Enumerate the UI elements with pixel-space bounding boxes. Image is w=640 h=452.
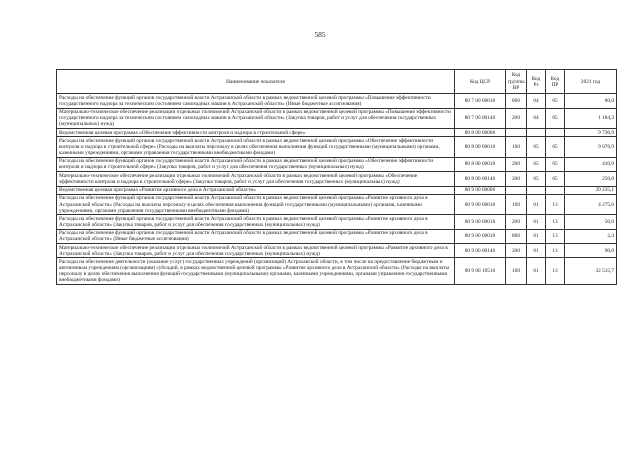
row-rz: 01 [527,215,546,229]
row-amount: 90,0 [565,244,617,258]
table-row [57,137,617,157]
row-csr: 80 9 00 00010 [455,229,506,243]
row-rz: 01 [527,194,546,214]
header-vr: Код группы ВР [506,70,527,94]
row-csr: 80 9 00 00000 [455,186,506,194]
row-vr: 200 [506,108,527,128]
row-csr: 80 9 00 00010 [455,215,506,229]
row-name: Ведомственная целевая программа «Развитие архивного дела в Астраханской области» [57,186,455,194]
row-amount: 410,0 [565,157,617,171]
row-csr: 80 8 00 00140 [455,172,506,186]
header-pr: Код ПР [546,70,565,94]
row-vr: 200 [506,244,527,258]
row-csr: 80 9 00 00140 [455,244,506,258]
row-csr: 80 7 00 00140 [455,108,506,128]
row-rz: 01 [527,229,546,243]
row-rz: 01 [527,244,546,258]
table-row [57,229,617,243]
row-pr: 05 [546,94,565,108]
row-name: Материально-техническое обеспечение реализации отдельных полномочий Астраханской области в рамках ведомственной целевой программы «Повышение эффективности государственного надзора за техническим состоянием самоходных машин в Астраханской области» (Закупка товаров, работ и услуг для обеспечения государственных (муниципальных) нужд) [57,108,455,128]
table-header-row [57,70,617,94]
row-pr: 05 [546,157,565,171]
table-row [57,129,617,137]
row-amount: 4 275,0 [565,194,617,214]
table-row [57,194,617,214]
row-csr: 80 8 00 00010 [455,137,506,157]
row-csr: 80 7 00 00010 [455,94,506,108]
row-vr [506,129,527,137]
row-csr: 80 9 00 10510 [455,258,506,285]
row-pr: 13 [546,215,565,229]
table-row [57,94,617,108]
page-number: 585 [314,30,326,39]
row-rz: 04 [527,108,546,128]
header-rz: Код Рз [527,70,546,94]
row-name: Расходы на обеспечение деятельности (оказание услуг) государственных учреждений (организаций) Астраханской области, в том числе на предоставление бюджетным и автономным учреждениям (организациям) субсидий, в рамках ведомственной целевой программы «Развитие архивного дела в Астраханской области» (Расходы на выплаты персоналу в целях обеспечения выполнения функций государственными (муниципальными) органами, казенными учреждениями, органами управления государственными внебюджетными фондами) [57,258,455,285]
row-pr: 05 [546,108,565,128]
header-csr: Код ЦСР [455,70,506,94]
row-name: Расходы на обеспечение функций органов государственной власти Астраханской области в рамках ведомственной целевой программы «Развитие архивного дела в Астраханской области» (Иные бюджетные ассигнования) [57,229,455,243]
header-year: 2021 год [565,70,617,94]
table-row [57,258,617,285]
row-pr [546,186,565,194]
row-csr: 80 9 00 00010 [455,194,506,214]
row-rz [527,129,546,137]
row-pr [546,129,565,137]
row-vr: 100 [506,194,527,214]
row-csr: 80 8 00 00010 [455,157,506,171]
table-row [57,215,617,229]
budget-table [56,69,617,285]
row-vr: 800 [506,229,527,243]
row-amount: 9 076,9 [565,137,617,157]
row-vr: 100 [506,137,527,157]
row-name: Расходы на обеспечение функций органов государственной власти Астраханской области в рамках ведомственной целевой программы «Обеспечение эффективности контроля и надзора в строительной сфере» (Закупка товаров, работ и услуг для обеспечения государственных (муниципальных) нужд) [57,157,455,171]
table-row [57,172,617,186]
row-name: Материально-техническое обеспечение реализации отдельных полномочий Астраханской области в рамках ведомственной целевой программы «Развитие архивного дела в Астраханской области» (Закупка товаров, работ и услуг для обеспечения государственных (муниципальных) нужд) [57,244,455,258]
row-vr: 100 [506,258,527,285]
row-amount: 50,0 [565,215,617,229]
row-amount: 1 184,3 [565,108,617,128]
table-row [57,186,617,194]
row-amount: 32 515,7 [565,258,617,285]
row-amount: 250,0 [565,172,617,186]
row-pr: 05 [546,137,565,157]
row-name: Расходы на обеспечение функций органов государственной власти Астраханской области в рамках ведомственной целевой программы «Обеспечение эффективности контроля и надзора в строительной сфере» (Расходы на выплаты персоналу в целях обеспечения выполнения функций государственными (муниципальными) органами, казенными учреждениями, органами управления государственными внебюджетными фондами) [57,137,455,157]
row-amount: 80,0 [565,94,617,108]
row-rz: 04 [527,94,546,108]
row-rz [527,186,546,194]
table-row [57,244,617,258]
row-pr: 13 [546,258,565,285]
row-name: Расходы на обеспечение функций органов государственной власти Астраханской области в рамках ведомственной целевой программы «Развитие архивного дела в Астраханской области» (Расходы на выплаты персоналу в целях обеспечения выполнения функций государственными (муниципальными) органами, казенными учреждениями, органами управления государственными внебюджетными фондами) [57,194,455,214]
row-pr: 13 [546,229,565,243]
row-rz: 05 [527,137,546,157]
row-vr: 800 [506,94,527,108]
row-amount: 2,4 [565,229,617,243]
row-vr: 200 [506,172,527,186]
row-amount: 9 736,9 [565,129,617,137]
row-rz: 05 [527,157,546,171]
row-name: Материально-техническое обеспечение реализации отдельных полномочий Астраханской области в рамках ведомственной целевой программы «Обеспечение эффективности контроля и надзора в строительной сфере» (Закупка товаров, работ и услуг для обеспечения государственных (муниципальных) нужд) [57,172,455,186]
table-row [57,157,617,171]
row-name: Ведомственная целевая программа «Обеспечение эффективности контроля и надзора в строительной сфере» [57,129,455,137]
row-pr: 13 [546,244,565,258]
row-name: Расходы на обеспечение функций органов государственной власти Астраханской области в рамках ведомственной целевой программы «Повышение эффективности государственного надзора за техническим состоянием самоходных машин в Астраханской области» (Иные бюджетные ассигнования) [57,94,455,108]
row-pr: 13 [546,194,565,214]
row-amount: 39 235,1 [565,186,617,194]
row-name: Расходы на обеспечение функций органов государственной власти Астраханской области в рамках ведомственной целевой программы «Развитие архивного дела в Астраханской области» (Закупка товаров, работ и услуг для обеспечения государственных (муниципальных) нужд) [57,215,455,229]
table-row [57,108,617,128]
row-vr: 200 [506,215,527,229]
row-csr: 80 8 00 00000 [455,129,506,137]
row-rz: 05 [527,172,546,186]
header-name: Наименование показателя [57,70,455,94]
row-pr: 05 [546,172,565,186]
row-vr: 200 [506,157,527,171]
row-vr [506,186,527,194]
row-rz: 01 [527,258,546,285]
